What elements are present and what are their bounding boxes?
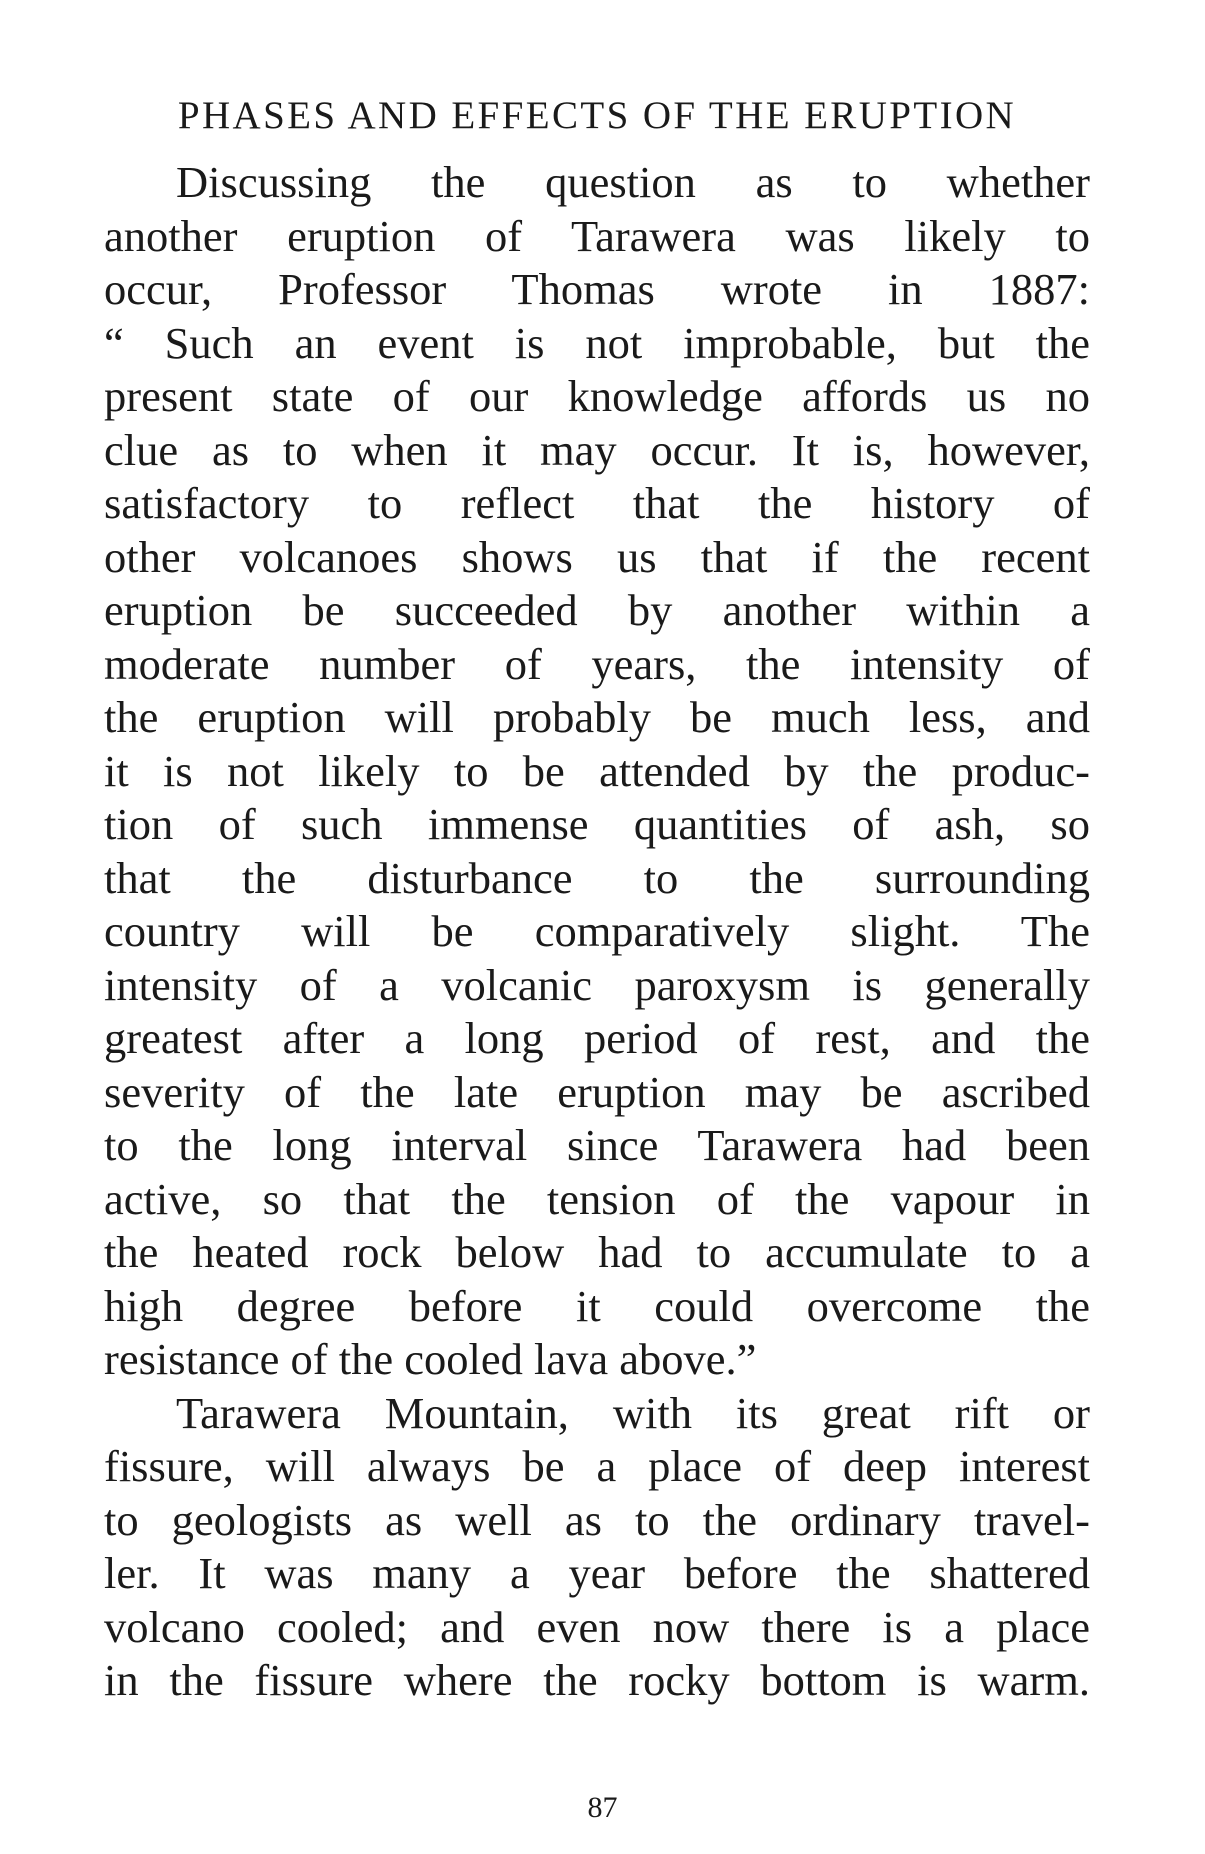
text-line: active, so that the tension of the vapour in [104,1173,1090,1224]
text-line: volcano cooled; and even now there is a place [104,1601,1090,1652]
paragraph-2 [104,1387,1090,1708]
text-line: another eruption of Tarawera was likely to [104,210,1090,261]
text-line: fissure, will always be a place of deep interest [104,1441,1090,1491]
text-line: severity of the late eruption may be ascribed [104,1066,1090,1117]
text-line: present state of our knowledge affords us no [104,371,1090,421]
text-line: Discussing the question as to whether [176,157,1090,207]
paragraph-1 [104,156,1090,1387]
text-line: intensity of a volcanic paroxysm is generally [104,959,1090,1010]
text-line: greatest after a long period of rest, and the [104,1013,1090,1063]
text-line: occur, Professor Thomas wrote in 1887: [104,264,1090,314]
text-line: clue as to when it may occur. It is, however, [104,424,1090,475]
text-line: tion of such immense quantities of ash, so [104,799,1090,849]
text-line: the heated rock below had to accumulate to a [104,1227,1090,1277]
text-line: satisfactory to reflect that the history of [104,478,1090,528]
text-line: to geologists as well as to the ordinary travel- [104,1494,1090,1545]
text-line: eruption be succeeded by another within a [104,585,1090,635]
text-line: country will be comparatively slight. The [104,906,1090,956]
text-line: other volcanoes shows us that if the recent [104,531,1090,582]
text-line: it is not likely to be attended by the produc- [104,745,1090,796]
text-line: Tarawera Mountain, with its great rift or [176,1387,1090,1438]
text-line: in the fissure where the rocky bottom is warm. [104,1655,1090,1705]
text-line: high degree before it could overcome the [104,1280,1090,1331]
page-number: 87 [587,1791,618,1824]
text-line: resistance of the cooled lava above.” [104,1334,757,1384]
text-line: moderate number of years, the intensity of [104,638,1090,689]
text-line: “ Such an event is not improbable, but the [104,317,1090,368]
page-body [104,96,1090,1708]
text-line: that the disturbance to the surrounding [104,852,1090,903]
text-line: ler. It was many a year before the shattered [104,1548,1090,1598]
text-line: the eruption will probably be much less, and [104,692,1090,742]
text-line: to the long interval since Tarawera had been [104,1120,1090,1170]
running-title: PHASES AND EFFECTS OF THE ERUPTION [177,94,1017,137]
